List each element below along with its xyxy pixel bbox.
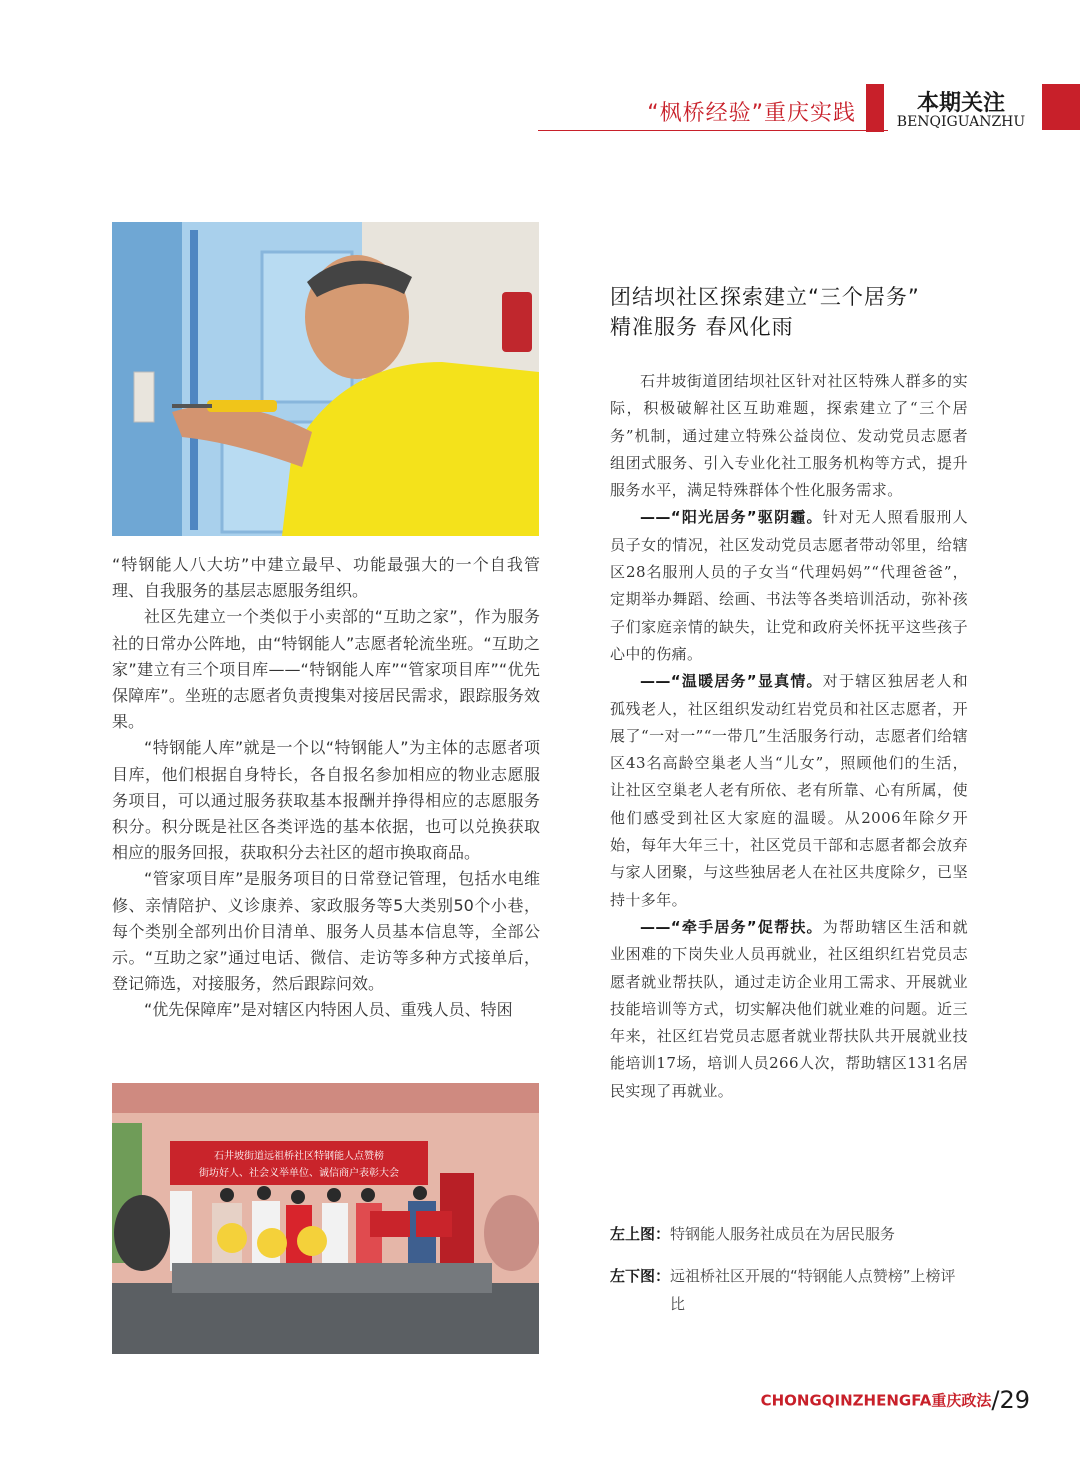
- item-body: 为帮助辖区生活和就业困难的下岗失业人员再就业，社区组织红岩党员志愿者就业帮扶队，通过走访企业用工需求、开展就业技能培训等方式，切实解决他们就业难的问题。近三年来，社区红岩党员志愿者就业帮扶队共开展就业技能培训17场，培训人员266人次，帮助辖区131名居民实现了再就业。: [610, 917, 968, 1100]
- caption-text: 远祖桥社区开展的“特钢能人点赞榜”上榜评比: [670, 1267, 956, 1313]
- banner-text-line2: 街坊好人、社会义举单位、诚信商户表彰大会: [199, 1168, 399, 1179]
- article-title: [610, 282, 990, 342]
- left-paragraph: “特钢能人八大坊”中建立最早、功能最强大的一个自我管理、自我服务的基层志愿服务组织。: [112, 555, 540, 601]
- page-footer: [760, 1386, 1030, 1414]
- article-intro: 石井坡街道团结坝社区针对社区特殊人群多的实际，积极破解社区互助难题，探索建立了“三个居务”机制，通过建立特殊公益岗位、发动党员志愿者组团式服务、引入专业化社工服务机构等方式，提升服务水平，满足特殊群体个性化服务需求。: [610, 372, 968, 500]
- item-body: 对于辖区独居老人和孤残老人，社区组织发动红岩党员和社区志愿者，开展了“一对一”“一带几”生活服务行动，志愿者们给辖区43名高龄空巢老人当“儿女”，照顾他们的生活，让社区空巢老人老有所依、老有所靠、心有所属，使他们感受到社区大家庭的温暖。从2006年除夕开始，每年大年三十，社区党员干部和志愿者都会放弃与家人团聚，与这些独居老人在社区共度除夕，已坚持十多年。: [610, 672, 968, 909]
- caption-label: 左下图：: [610, 1267, 671, 1285]
- left-paragraph: “管家项目库”是服务项目的日常登记管理，包括水电维修、亲情陪护、义诊康养、家政服务等5大类别50个小巷，每个类别全部列出价目清单、服务人员基本信息等，全部公示。“互助之家”通过电话、微信、走访等多种方式接单后，登记筛选，对接服务，然后跟踪问效。: [112, 869, 540, 994]
- article-body: [610, 368, 968, 1105]
- section-title: 本期关注: [916, 91, 1005, 116]
- caption-text: 特钢能人服务社成员在为居民服务: [670, 1225, 896, 1243]
- left-paragraph: “特钢能人库”就是一个以“特钢能人”为主体的志愿者项目库，他们根据自身特长，各自报名参加相应的物业志愿服务项目，可以通过服务获取基本报酬并挣得相应的志愿服务积分。积分既是社区各类评选的基本依据，也可以兑换获取相应的服务回报，获取积分去社区的超市换取商品。: [112, 738, 540, 863]
- header-corner-block: [1042, 84, 1080, 130]
- caption-top-photo: [610, 1220, 990, 1248]
- article-item: [610, 668, 968, 914]
- article-title-line2: 精准服务 春风化雨: [610, 315, 794, 339]
- page-number: 29: [999, 1386, 1030, 1414]
- header-rule: [538, 130, 888, 131]
- article-title-line1: 团结坝社区探索建立“三个居务”: [610, 285, 920, 309]
- item-body: 针对无人照看服刑人员子女的情况，社区发动党员志愿者带动邻里，给辖区28名服刑人员的子女当“代理妈妈”“代理爸爸”，定期举办舞蹈、绘画、书法等各类培训活动，弥补孩子们家庭亲情的缺失，让党和政府关怀抚平这些孩子心中的伤痛。: [610, 508, 968, 663]
- article-item: [610, 504, 968, 668]
- photo-volunteer-repair: [112, 222, 539, 536]
- left-paragraph: 社区先建立一个类似于小卖部的“互助之家”，作为服务社的日常办公阵地，由“特钢能人”志愿者轮流坐班。“互助之家”建立有三个项目库——“特钢能人库”“管家项目库”“优先保障库”。坐班的志愿者负责搜集对接居民需求，跟踪服务效果。: [112, 607, 540, 732]
- header-accent-bar: [866, 84, 884, 132]
- footer-slash: /: [991, 1386, 1000, 1414]
- left-paragraph: “优先保障库”是对辖区内特困人员、重残人员、特困: [144, 1000, 513, 1020]
- magazine-name: CHONGQINZHENGFA重庆政法: [760, 1391, 992, 1410]
- article-item: [610, 914, 968, 1105]
- item-lead: ——“阳光居务”驱阴霾。: [640, 508, 823, 527]
- caption-bottom-photo: [610, 1262, 990, 1318]
- item-lead: ——“牵手居务”促帮扶。: [640, 917, 823, 936]
- banner-text-line1: 石井坡街道远祖桥社区特钢能人点赞榜: [214, 1151, 384, 1162]
- section-pinyin: BENQIGUANZHU: [896, 114, 1026, 130]
- column-title: “枫桥经验”重庆实践: [647, 101, 856, 126]
- left-column-text: [112, 552, 540, 1024]
- caption-label: 左上图：: [610, 1225, 671, 1243]
- photo-award-ceremony: [112, 1083, 539, 1354]
- item-lead: ——“温暖居务”显真情。: [640, 672, 823, 691]
